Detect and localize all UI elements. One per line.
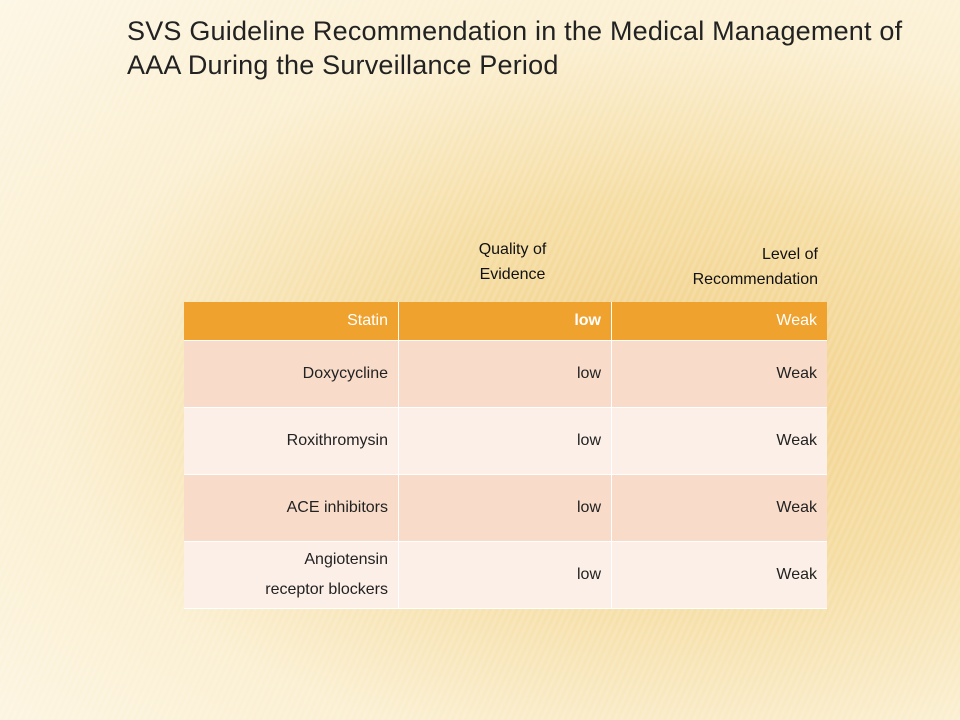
quality-cell: low [399,341,612,408]
table-row [184,542,827,609]
quality-of-evidence-heading [440,237,585,287]
level-cell: Weak [612,408,828,475]
table-row [184,408,827,475]
table-header-row [184,302,827,341]
quality-heading-line1: Quality of [478,241,547,258]
header-quality-cell: low [399,302,612,341]
table-row [184,475,827,542]
drug-cell: ACE inhibitors [184,475,399,542]
level-heading-line2: Recommendation [692,271,818,288]
level-cell: Weak [612,475,828,542]
header-level-cell: Weak [612,302,828,341]
quality-heading-line2: Evidence [479,266,546,283]
level-cell: Weak [612,341,828,408]
level-heading-line1: Level of [761,246,818,263]
recommendation-table [184,302,827,609]
level-cell: Weak [612,542,828,609]
slide-title: SVS Guideline Recommendation in the Medical Management of AAA During the Surveillance Period [127,16,903,80]
drug-cell-text [265,545,388,605]
quality-cell: low [399,408,612,475]
drug-cell: Roxithromysin [184,408,399,475]
quality-cell: low [399,542,612,609]
quality-cell: low [399,475,612,542]
level-of-recommendation-heading [620,242,818,292]
drug-cell: Doxycycline [184,341,399,408]
drug-line2: receptor blockers [265,581,388,598]
table-row [184,341,827,408]
drug-line1: Angiotensin [304,551,388,568]
drug-cell [184,542,399,609]
header-drug-cell: Statin [184,302,399,341]
